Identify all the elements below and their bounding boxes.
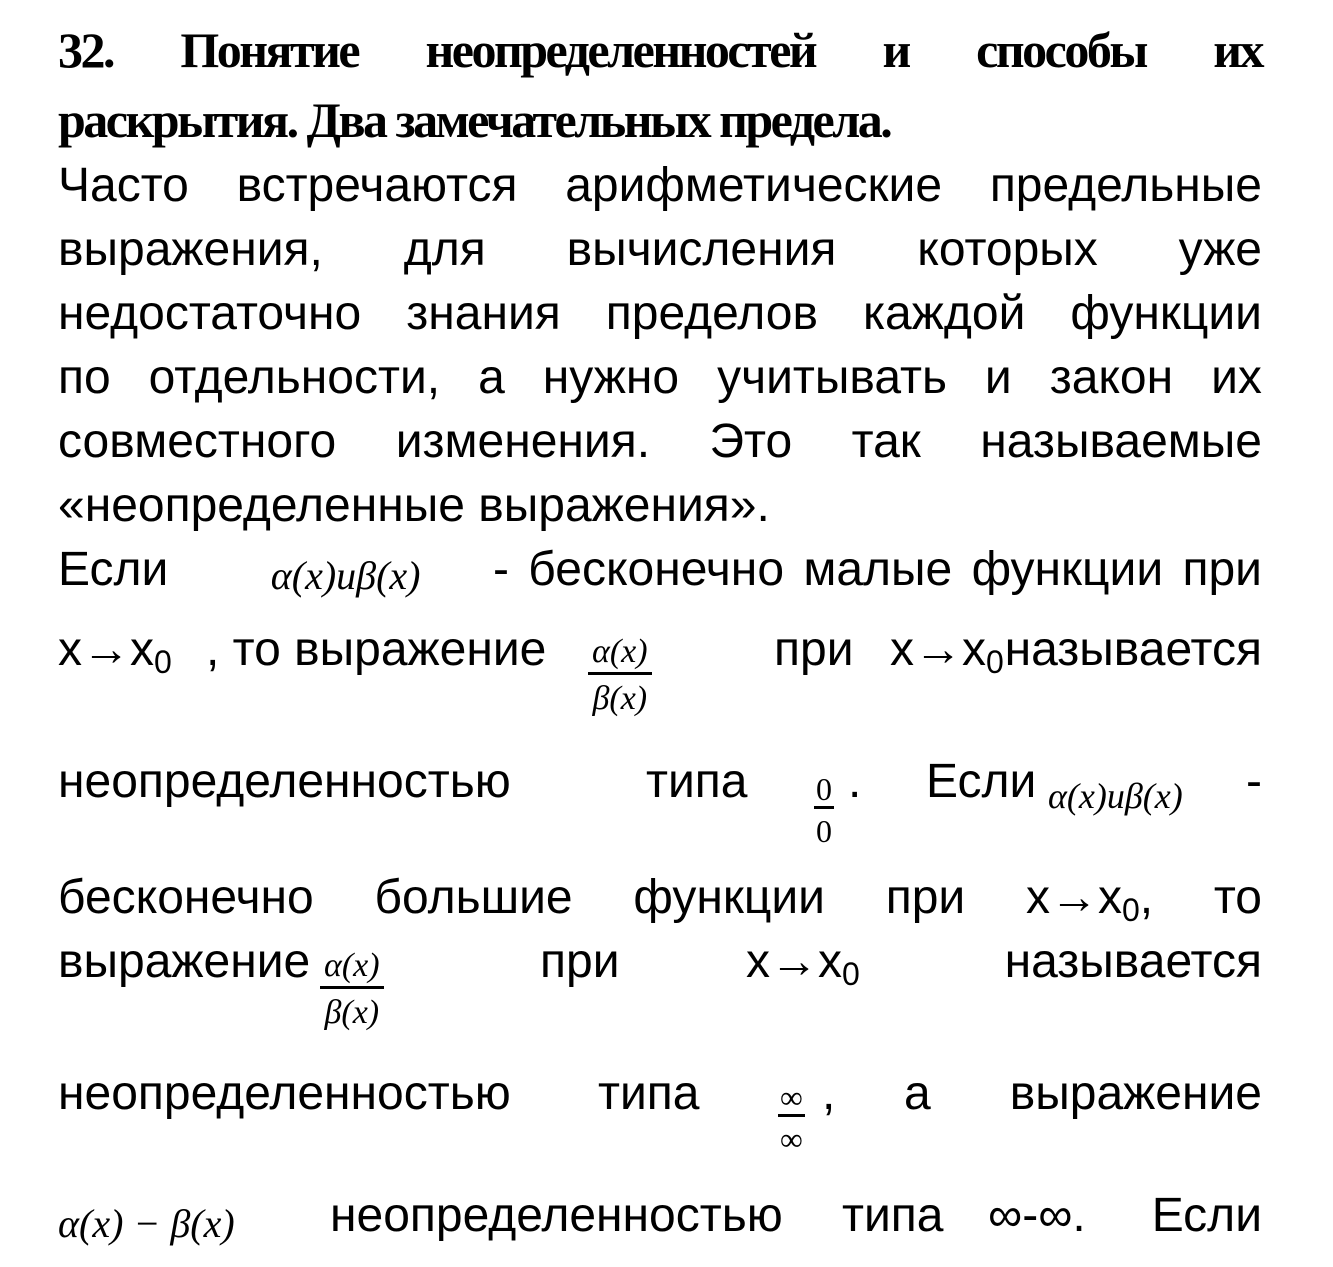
- word: Если: [58, 543, 169, 596]
- word: а: [478, 351, 505, 404]
- word: встречаются: [236, 159, 518, 212]
- word: Это: [709, 415, 793, 468]
- word: каждой: [863, 287, 1026, 340]
- word: неопределенностью: [58, 1067, 511, 1120]
- heading-word: их: [1213, 22, 1262, 78]
- heading-word: способы: [976, 22, 1146, 78]
- paragraph1-line-3: [58, 284, 1262, 344]
- word: изменения.: [395, 415, 651, 468]
- zero-over-zero-fraction: $\frac{0}{0}$: [816, 771, 832, 849]
- word: так: [851, 415, 921, 468]
- word: называемые: [980, 415, 1262, 468]
- paragraph1-line-4: [58, 348, 1262, 408]
- word: выражение: [1009, 1067, 1262, 1120]
- heading-word: Понятие: [180, 22, 359, 78]
- paragraph2-line-2: [58, 620, 1262, 740]
- word: при: [774, 623, 854, 676]
- word: выражение: [58, 935, 311, 988]
- paragraph1-line-1: [58, 156, 1262, 216]
- word: при: [885, 871, 966, 924]
- alpha-and-beta-formula: α(x)uβ(x): [1048, 776, 1183, 816]
- word: выражения,: [58, 223, 323, 276]
- word: по: [58, 351, 111, 404]
- alpha-over-beta-fraction: [320, 946, 384, 1035]
- word: знания: [406, 287, 561, 340]
- heading-line-2: раскрытия. Два замечательных предела.: [58, 92, 891, 148]
- paragraph2-line-3: [58, 752, 1262, 862]
- word: Если: [1151, 1189, 1262, 1242]
- arrow-x-to-x0: x→x0: [890, 623, 1004, 680]
- word: и: [984, 351, 1012, 404]
- word: для: [403, 223, 486, 276]
- fraction-numerator: α(x): [320, 946, 384, 989]
- paragraph1-line-2: [58, 220, 1262, 280]
- fraction-numerator: α(x): [588, 632, 652, 675]
- alpha-over-beta-fraction: [588, 632, 652, 721]
- word: типа: [646, 755, 748, 808]
- paragraph2-line-4: [58, 868, 1262, 932]
- word: учитывать: [717, 351, 947, 404]
- word: закон: [1049, 351, 1174, 404]
- infinity-over-infinity-fraction: ∞ ∞: [780, 1079, 803, 1157]
- word: отдельности,: [148, 351, 441, 404]
- heading-word: 32.: [58, 22, 113, 78]
- fraction-denominator: β(x): [324, 994, 380, 1031]
- paragraph1-line-5: [58, 412, 1262, 472]
- word: арифметические: [565, 159, 943, 212]
- alpha-minus-beta-formula: α(x) − β(x): [58, 1201, 235, 1246]
- word: бесконечно: [58, 871, 314, 924]
- word: при: [540, 935, 620, 988]
- word: называется: [1004, 623, 1262, 676]
- arrow-x-to-x0: x→x0: [58, 623, 172, 680]
- text-segment: -: [1246, 755, 1262, 808]
- paragraph2-line-1: [58, 540, 1262, 600]
- text-segment: - бесконечно малые функции при: [492, 543, 1262, 596]
- paragraph2-line-6: [58, 1064, 1262, 1174]
- word: функции: [1070, 287, 1262, 340]
- word: Если: [926, 755, 1037, 808]
- word: функции: [633, 871, 825, 924]
- word: недостаточно: [58, 287, 362, 340]
- word: их: [1211, 351, 1262, 404]
- fraction-denominator: β(x): [592, 680, 648, 717]
- word: типа: [598, 1067, 700, 1120]
- word: совместного: [58, 415, 337, 468]
- word: а: [904, 1067, 931, 1120]
- paragraph2-line-5: [58, 932, 1262, 1052]
- text-segment: ,: [822, 1067, 836, 1120]
- arrow-x-to-x0: x→x0: [746, 935, 860, 992]
- word: уже: [1178, 223, 1262, 276]
- word: большие: [374, 871, 573, 924]
- word: нужно: [542, 351, 680, 404]
- word: которых: [917, 223, 1098, 276]
- heading-word: неопределенностей: [425, 22, 816, 78]
- word: вычисления: [566, 223, 837, 276]
- heading-line-1: [58, 20, 1262, 80]
- word: пределов: [605, 287, 818, 340]
- heading-word: и: [882, 22, 909, 78]
- text-segment: .: [848, 755, 862, 808]
- word: то: [1213, 871, 1262, 924]
- word: предельные: [989, 159, 1262, 212]
- word: называется: [1004, 935, 1262, 988]
- alpha-and-beta-formula: α(x)uβ(x): [270, 553, 421, 598]
- arrow-x-to-x0: x→x0,: [1025, 871, 1154, 928]
- word: Часто: [58, 159, 189, 212]
- text-segment: , то выражение: [206, 623, 547, 676]
- paragraph1-line-6: «неопределенные выражения».: [58, 479, 770, 532]
- word: типа: [842, 1189, 944, 1242]
- word: неопределенностью: [58, 755, 511, 808]
- infinity-minus-infinity: ∞-∞.: [988, 1189, 1086, 1242]
- word: неопределенностью: [330, 1189, 783, 1242]
